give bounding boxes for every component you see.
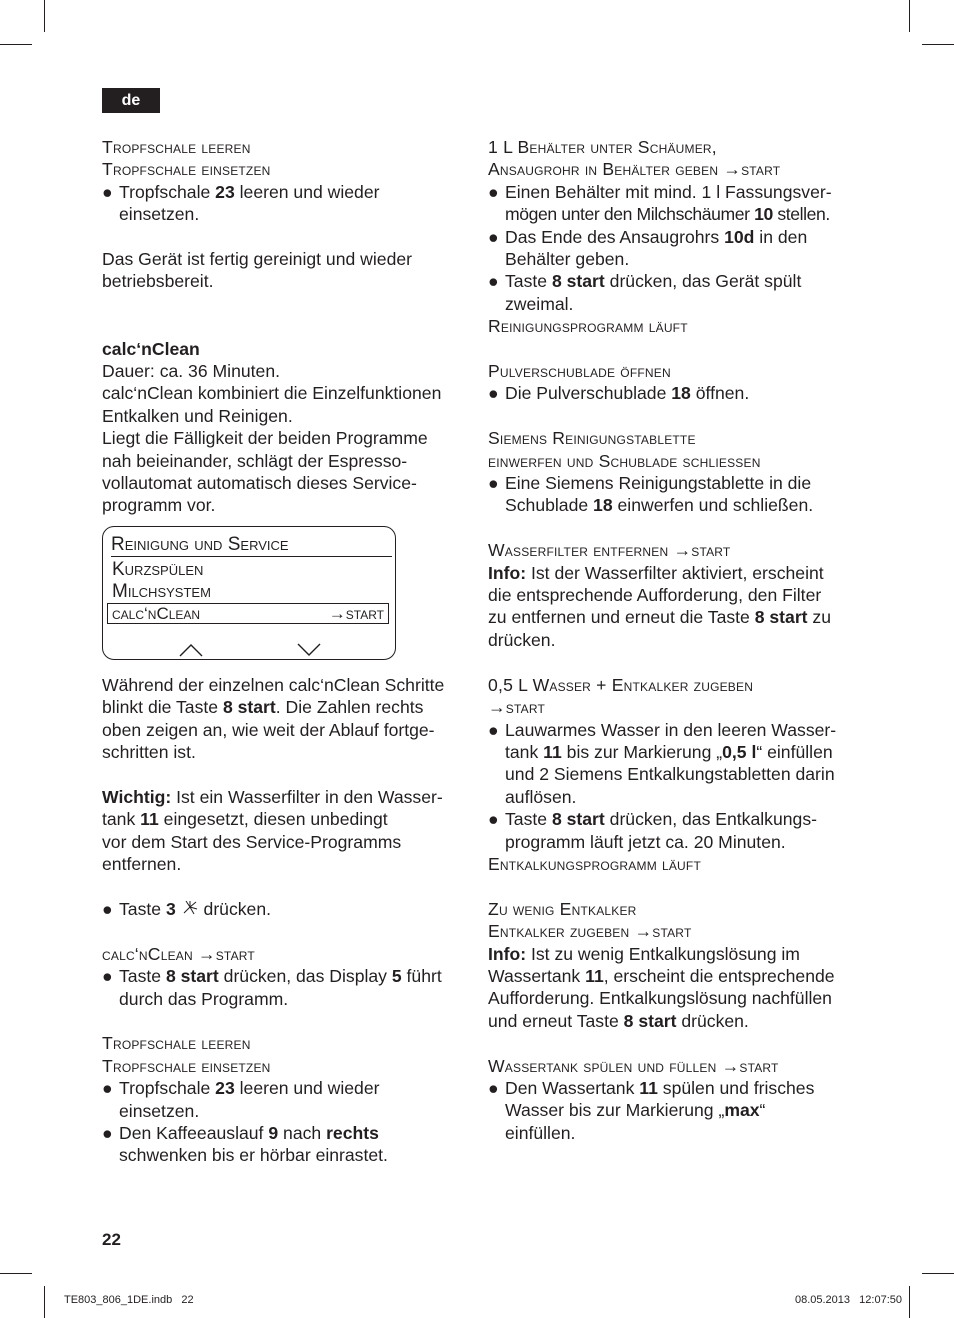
paragraph-line: die entsprechende Aufforderung, den Filter xyxy=(488,585,822,606)
ref-number: 8 start xyxy=(165,966,219,987)
section-heading: einwerfen und Schublade schliessen xyxy=(488,450,761,471)
text: “ einfüllen xyxy=(756,741,833,762)
section-heading: Zu wenig Entkalker xyxy=(488,898,637,919)
section-heading: Tropfschale einsetzen xyxy=(102,159,271,180)
ref-number: 11 xyxy=(585,965,604,986)
crop-mark xyxy=(0,1273,32,1274)
list-item xyxy=(488,270,856,315)
bullet-icon: ● xyxy=(102,966,113,987)
text: Ist zu wenig Entkalkungslösung im xyxy=(526,943,800,964)
ref-number: 3 xyxy=(165,898,176,919)
calc-description xyxy=(102,360,464,517)
text: nach xyxy=(278,1122,327,1143)
paragraph-line: entfernen. xyxy=(102,854,182,875)
text: spülen und frisches xyxy=(657,1077,815,1098)
text: einwerfen und schließen. xyxy=(612,495,814,516)
text: drücken. xyxy=(676,1010,749,1031)
text: und erneut Taste xyxy=(488,1010,624,1031)
text: und 2 Siemens Entkalkungstabletten darin xyxy=(505,764,835,785)
list-item xyxy=(488,1077,856,1144)
text: drücken, das Entkalkungs- xyxy=(604,809,817,830)
ref-number: 23 xyxy=(215,181,235,202)
text: Den Wassertank xyxy=(505,1077,640,1098)
list-item xyxy=(488,719,856,809)
ref-number: 8 start xyxy=(222,697,276,718)
text: Schublade xyxy=(505,495,594,516)
text: Taste xyxy=(119,966,166,987)
crop-mark xyxy=(909,1286,910,1318)
paragraph-line: nah beieinander, schlägt der Espresso- xyxy=(102,450,408,471)
ref-number: 11 xyxy=(543,741,562,762)
bullet-icon: ● xyxy=(488,1077,499,1098)
section-heading: Reinigungsprogramm läuft xyxy=(488,316,688,337)
list-item xyxy=(488,808,856,853)
bullet-icon: ● xyxy=(102,1078,113,1099)
text: Wassertank xyxy=(488,965,586,986)
ref-number: 18 xyxy=(593,495,613,516)
emphasis: 0,5 l xyxy=(722,741,757,762)
section-heading: Tropfschale einsetzen xyxy=(102,1055,271,1076)
section-heading: 1 L Behälter unter Schäumer, xyxy=(488,137,717,157)
footer-file: TE803_806_1DE.indb 22 xyxy=(64,1294,194,1306)
text: Taste xyxy=(505,809,552,830)
section-heading: Wasserfilter entfernen →start xyxy=(488,540,731,561)
text: “ xyxy=(759,1100,766,1121)
bullet-icon: ● xyxy=(488,809,499,830)
text: Ist der Wasserfilter aktiviert, erscheint xyxy=(526,562,824,583)
text: Taste xyxy=(505,271,552,292)
section-heading: Wassertank spülen und füllen →start xyxy=(488,1055,779,1076)
text: schwenken bis er hörbar einrastet. xyxy=(119,1145,388,1166)
ref-number: 11 xyxy=(639,1077,658,1098)
paragraph-line: Liegt die Fälligkeit der beiden Programme xyxy=(102,428,428,449)
paragraph-line: Dauer: ca. 36 Minuten. xyxy=(102,361,280,382)
ref-number: 8 start xyxy=(623,1010,677,1031)
text: drücken, das Gerät spült xyxy=(604,271,802,292)
text: . Die Zahlen rechts xyxy=(275,697,424,718)
paragraph-line: calc‘nClean kombiniert die Einzelfunktionen xyxy=(102,383,442,404)
section-heading: 0,5 L Wasser + Entkalker zugeben xyxy=(488,674,754,695)
paragraph-line: drücken. xyxy=(488,629,556,650)
display-menu-item: Kurzspülen xyxy=(112,558,204,580)
bullet-icon: ● xyxy=(102,181,113,202)
paragraph-line: vor dem Start des Service-Programms xyxy=(102,831,402,852)
text: führt xyxy=(401,966,442,987)
ref-number: 8 start xyxy=(551,271,605,292)
text: eingesetzt, diesen unbedingt xyxy=(158,809,388,830)
display-start-label: →start xyxy=(328,603,384,623)
text: auflösen. xyxy=(505,786,577,807)
paragraph-line: programm vor. xyxy=(102,495,216,516)
ref-number: 8 start xyxy=(551,809,605,830)
bullet-icon: ● xyxy=(488,473,499,494)
list-item xyxy=(102,181,464,226)
section-heading: Tropfschale leeren xyxy=(102,137,251,157)
paragraph-line: Das Gerät ist fertig gereinigt und wieder xyxy=(102,249,412,270)
text: leeren und wieder xyxy=(234,1078,380,1099)
display-header: Reinigung und Service xyxy=(111,534,392,557)
section-heading: Entkalker zugeben →start xyxy=(488,921,692,942)
text: Behälter geben. xyxy=(505,249,630,270)
text: einsetzen. xyxy=(119,1100,200,1121)
text: tank xyxy=(505,741,544,762)
info-label: Info: xyxy=(488,943,527,964)
bullet-icon: ● xyxy=(488,719,499,740)
clean-symbol-icon xyxy=(181,899,199,917)
ref-number: 9 xyxy=(268,1122,279,1143)
text: zu entfernen und erneut die Taste xyxy=(488,607,755,628)
page-number: 22 xyxy=(102,1230,121,1249)
display-menu-item: Milchsystem xyxy=(112,580,211,602)
section-heading: calc‘nClean →start xyxy=(102,943,255,964)
text: tank xyxy=(102,809,141,830)
text: Tropfschale xyxy=(119,181,216,202)
section-heading: Ansaugrohr in Behälter geben →start xyxy=(488,159,781,180)
info-label: Info: xyxy=(488,562,527,583)
section-heading: →start xyxy=(488,697,546,718)
ref-number: 8 start xyxy=(754,607,808,628)
text: drücken, das Display xyxy=(218,966,392,987)
crop-mark xyxy=(44,1286,45,1318)
text: programm läuft jetzt ca. 20 Minuten. xyxy=(505,831,786,852)
ref-number: 18 xyxy=(671,383,691,404)
paragraph-line: schritten ist. xyxy=(102,742,196,763)
emphasis: rechts xyxy=(326,1122,379,1143)
ref-number: 10 xyxy=(754,204,773,225)
text: bis zur Markierung „ xyxy=(561,741,723,762)
text: Tropfschale xyxy=(119,1078,216,1099)
paragraph-line: Während der einzelnen calc‘nClean Schritte xyxy=(102,674,445,695)
text: leeren und wieder xyxy=(234,181,380,202)
list-item xyxy=(488,472,856,517)
important-label: Wichtig: xyxy=(102,786,172,807)
list-item xyxy=(102,898,464,920)
text: zweimal. xyxy=(505,293,574,314)
text: mögen unter den Milchschäumer xyxy=(505,204,755,225)
ref-number: 5 xyxy=(391,966,402,987)
bullet-icon: ● xyxy=(488,181,499,202)
text: Lauwarmes Wasser in den leeren Wasser- xyxy=(505,719,837,740)
crop-mark xyxy=(44,0,45,32)
text: einfüllen. xyxy=(505,1122,576,1143)
list-item xyxy=(102,1122,464,1167)
crop-mark xyxy=(909,0,910,32)
left-column xyxy=(102,136,464,1167)
text: Die Pulverschublade xyxy=(505,383,672,404)
bullet-icon: ● xyxy=(488,383,499,404)
paragraph-line: vollautomat automatisch dieses Service- xyxy=(102,473,417,494)
paragraph-line: oben zeigen an, wie weit der Ablauf fortge- xyxy=(102,719,435,740)
text: Wasser bis zur Markierung „ xyxy=(505,1100,725,1121)
bullet-icon: ● xyxy=(488,226,499,247)
text: Einen Behälter mit mind. 1 l Fassungsver- xyxy=(505,181,832,202)
crop-mark xyxy=(0,44,32,45)
list-item xyxy=(488,181,856,226)
text: Das Ende des Ansaugrohrs xyxy=(505,226,725,247)
section-heading: Siemens Reinigungstablette xyxy=(488,428,696,449)
section-heading: Pulverschublade öffnen xyxy=(488,361,671,382)
section-heading: Tropfschale leeren xyxy=(102,1033,251,1054)
section-heading: Entkalkungsprogramm läuft xyxy=(488,853,701,874)
ref-number: 23 xyxy=(215,1078,235,1099)
paragraph-line: Entkalken und Reinigen. xyxy=(102,405,293,426)
text: Ist ein Wasserfilter in den Wasser- xyxy=(171,786,443,807)
footer-timestamp: 08.05.2013 12:07:50 xyxy=(794,1294,902,1306)
emphasis: max xyxy=(724,1100,760,1121)
paragraph-line: betriebsbereit. xyxy=(102,271,214,292)
text: einsetzen. xyxy=(119,204,200,225)
list-item xyxy=(102,1077,464,1122)
device-display xyxy=(102,526,396,660)
list-item xyxy=(488,226,856,271)
text: öffnen. xyxy=(690,383,750,404)
arrow-up-icon xyxy=(179,643,203,657)
bullet-icon: ● xyxy=(102,1122,113,1143)
ref-number: 10d xyxy=(724,226,755,247)
text: durch das Programm. xyxy=(119,988,289,1009)
arrow-down-icon xyxy=(297,643,321,657)
text: zu xyxy=(807,607,832,628)
list-item xyxy=(488,382,856,404)
text: Den Kaffeeauslauf xyxy=(119,1122,269,1143)
language-tab: de xyxy=(102,88,160,113)
text: drücken. xyxy=(198,898,272,919)
paragraph-line: Aufforderung. Entkalkungslösung nachfüllen xyxy=(488,988,832,1009)
bullet-icon: ● xyxy=(102,898,113,919)
text: Eine Siemens Reinigungstablette in die xyxy=(505,473,812,494)
crop-mark xyxy=(922,1273,954,1274)
crop-mark xyxy=(922,44,954,45)
list-item xyxy=(102,965,464,1010)
text: Taste xyxy=(119,898,166,919)
text: , erscheint die entsprechende xyxy=(603,965,835,986)
display-selected-label: calc‘nClean xyxy=(112,603,201,623)
text: stellen. xyxy=(772,204,830,225)
ref-number: 11 xyxy=(140,809,159,830)
text: blinkt die Taste xyxy=(102,697,223,718)
display-selected-item xyxy=(107,603,389,624)
right-column xyxy=(488,136,856,1144)
bullet-icon: ● xyxy=(488,271,499,292)
calc-title: calc‘nClean xyxy=(102,338,200,359)
text: in den xyxy=(754,226,808,247)
